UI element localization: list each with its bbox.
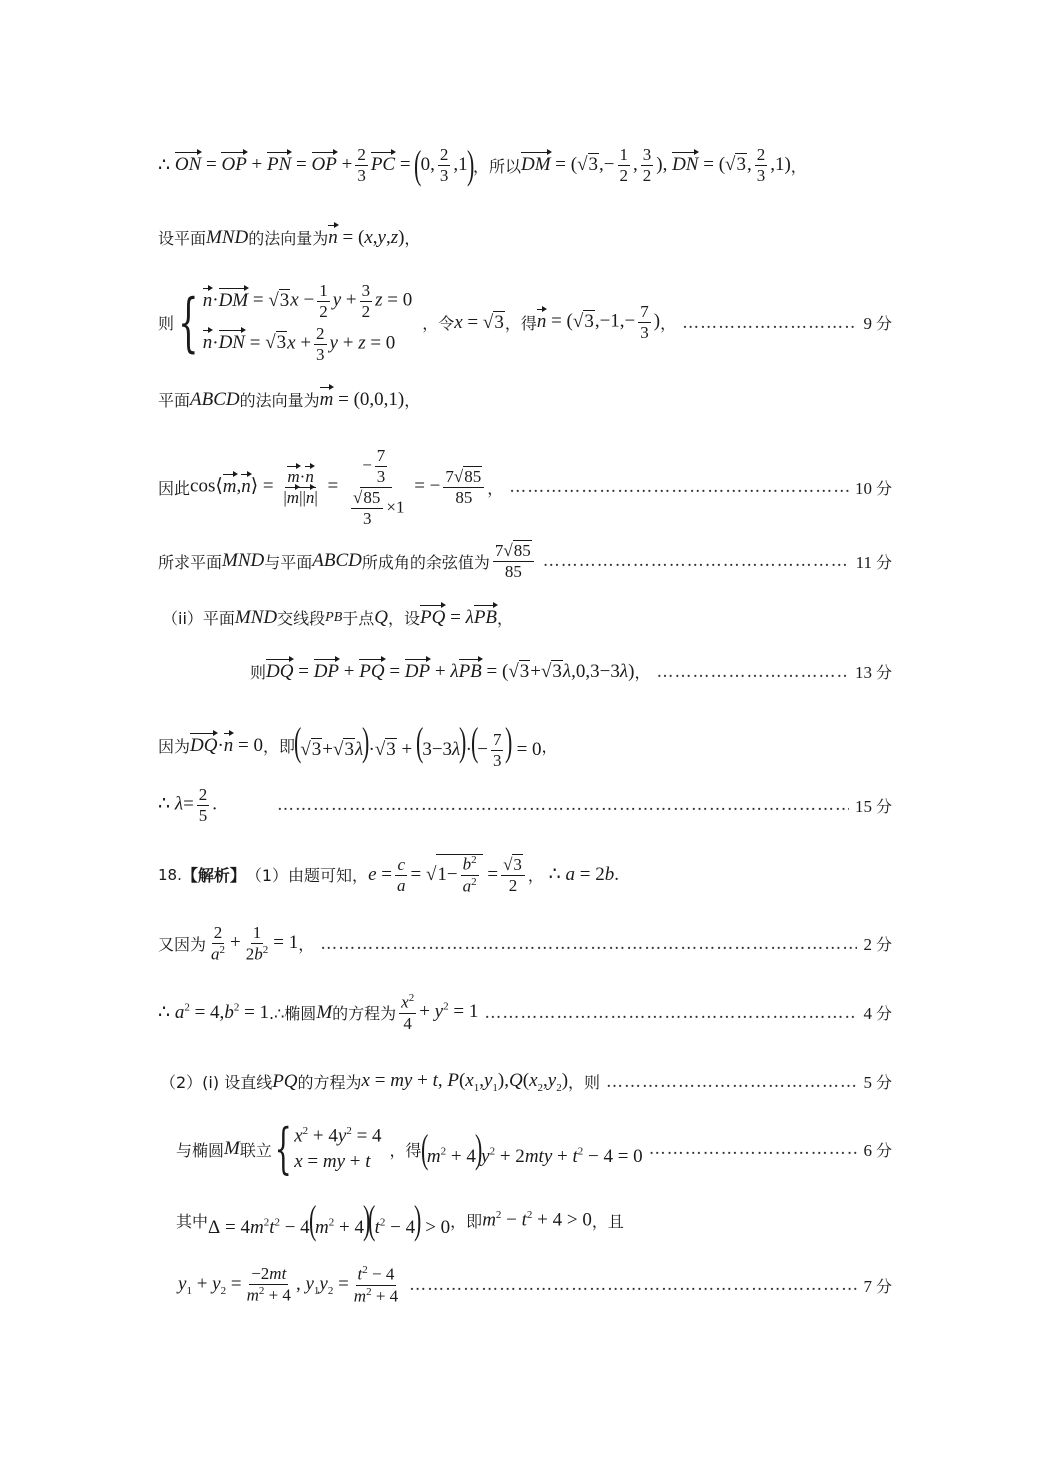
text: 交线段 bbox=[277, 609, 326, 628]
line-normal-abcd: 平面 ABCD 的法向量为 m = (0,0,1) ， bbox=[158, 388, 421, 410]
line-normal-mnd: 设平面 MND 的法向量为 n = (x,y,z) ， bbox=[158, 226, 421, 248]
line-condition: 又因为 $\frac{2}{a^2}$ + $\frac{1}{2b^2}$ = 1 ， …………………………………………………………………………………………………………………………………………… 2 分 bbox=[158, 924, 892, 963]
leader-dots bbox=[484, 1003, 857, 1023]
line-dq: 则 DQ = DP + PQ = DP + λPB = (√3+√3λ,0,3−3λ) ， …………………………………………………………………………………………………………………………………………… 13 分 bbox=[250, 660, 892, 683]
text: （1）由题可知， bbox=[245, 866, 369, 885]
line-cosine: 因此 cos⟨m,n⟩ = $\frac{m\cdot n}{|m||n|}$ = − $\frac{7}{3}$ $\frac{√85}{3}$ ×1 = − $\frac{7√85}{85}$ ， …………………………………………………………………………………………………………………………………………… 10 分 bbox=[158, 447, 892, 527]
score-label: 5 分 bbox=[863, 1073, 892, 1093]
text: ，即 bbox=[450, 1211, 483, 1231]
punct: ， bbox=[497, 609, 514, 628]
text: ，则 bbox=[568, 1073, 601, 1093]
punct: ， bbox=[634, 663, 651, 682]
analysis-tag: 【解析】 bbox=[181, 866, 246, 885]
line-discriminant: 其中 $\Delta = 4m^2t^2 - 4(m^2 + 4)(t^2 - 4) > 0$ ，即 $m^2 - t^2 + 4 > 0$ ，且 bbox=[176, 1197, 624, 1242]
score-label: 15 分 bbox=[854, 796, 892, 816]
text: 的法向量为 bbox=[248, 229, 329, 248]
text: ，得 bbox=[504, 314, 537, 334]
punct: ， bbox=[404, 229, 421, 248]
text: （ii）平面 bbox=[162, 609, 235, 628]
leader-dots bbox=[656, 662, 849, 682]
text: 其中 bbox=[176, 1211, 209, 1231]
score-label: 9 分 bbox=[863, 314, 892, 334]
text: 则 bbox=[158, 314, 175, 334]
leader-dots bbox=[543, 551, 850, 571]
text: 所成角的余弦值为 bbox=[361, 552, 490, 572]
line-lambda: ∴ λ= $\frac{2}{5}$ . …………………………………………………………………………………………………………………………………………… 15 分 bbox=[158, 786, 892, 825]
leader-dots bbox=[409, 1275, 857, 1295]
text: 的法向量为 bbox=[239, 391, 320, 410]
leader-dots bbox=[682, 313, 857, 333]
punct: ， bbox=[660, 314, 677, 334]
text: ，令 bbox=[422, 314, 455, 334]
score-label: 13 分 bbox=[854, 663, 892, 682]
text: ，得 bbox=[389, 1140, 422, 1160]
punct: ， bbox=[487, 478, 504, 498]
text: 则 bbox=[250, 663, 267, 682]
text: 与椭圆 bbox=[176, 1140, 225, 1160]
text-so: ，所以 bbox=[472, 156, 521, 176]
text: 又因为 bbox=[158, 935, 207, 955]
text: 因为 bbox=[158, 737, 191, 757]
score-label: 2 分 bbox=[863, 935, 892, 955]
plane-name: MND bbox=[206, 226, 249, 248]
punct: ， bbox=[404, 391, 421, 410]
score-label: 7 分 bbox=[863, 1276, 892, 1296]
plane-name: MND bbox=[234, 606, 278, 628]
therefore-symbol: ∴ bbox=[548, 864, 561, 885]
punct: . bbox=[212, 793, 218, 815]
leader-dots bbox=[320, 934, 857, 954]
question-number: 18. bbox=[158, 865, 182, 884]
text: ，设 bbox=[388, 609, 421, 628]
line-simultaneous: 与椭圆 M 联立 { $x^2 + 4y^2 = 4$ x = my + t ，得 $(m^2 + 4)y^2 + 2mty + t^2 - 4 = 0$ …………………………………………………………………………………………………………………………………………… 6 分 bbox=[176, 1122, 892, 1176]
line-vieta: $y_1 + y_2$ = $\frac{-2mt}{m^2 + 4}$ , $y_1y_2$ = $\frac{t^2 - 4}{m^2 + 4}$ …………………………………………………………………………………………………………………………………………… 7 分 bbox=[178, 1265, 892, 1305]
text: .∴椭圆 bbox=[269, 1004, 317, 1024]
point-name: Q bbox=[374, 606, 389, 628]
ellipse-name: M bbox=[316, 1001, 333, 1023]
leader-dots bbox=[649, 1139, 858, 1159]
score-label: 11 分 bbox=[855, 552, 892, 572]
punct: ， bbox=[298, 935, 315, 955]
text: ，且 bbox=[591, 1211, 624, 1231]
leader-dots bbox=[606, 1072, 857, 1092]
score-label: 4 分 bbox=[863, 1004, 892, 1024]
therefore-symbol: ∴ bbox=[158, 1002, 171, 1024]
text: ，即 bbox=[263, 737, 296, 757]
leader-dots bbox=[509, 477, 849, 497]
line-name: PQ bbox=[272, 1070, 298, 1092]
text: 与平面 bbox=[264, 552, 313, 572]
punct: ， bbox=[790, 156, 807, 176]
line-part-ii: （ii）平面 MND 交线段 PB 于点 Q ，设 PQ = λPB ， bbox=[162, 606, 514, 628]
therefore-symbol: ∴ bbox=[158, 154, 171, 176]
line-part-2i: （2）(i) 设直线 PQ 的方程为 x = my + t, $P(x_1,y_1),Q(x_2,y_2)$ ，则 …………………………………………………………………………………………………………………………………………… 5 分 bbox=[160, 1070, 892, 1094]
ellipse-name: M bbox=[224, 1138, 240, 1159]
text: 因此 bbox=[158, 478, 191, 498]
text: 联立 bbox=[239, 1140, 272, 1160]
text: 于点 bbox=[342, 609, 375, 628]
text: 设平面 bbox=[158, 229, 207, 248]
line-on-vector: ∴ ON = OP + PN = OP + $\frac{2}{3}$ PC = ( 0, $\frac{2}{3}$ ,1 ) ，所以 DM = ( √3 ,− $\frac{1}{2}$ , $\frac{3}{2}$ ), DN = ( √3 , $\frac{2}{3}$ ,1) ， bbox=[158, 142, 807, 187]
text: 所求平面 bbox=[158, 552, 223, 572]
text: 的方程为 bbox=[332, 1004, 397, 1024]
text: （2）(i) 设直线 bbox=[160, 1073, 273, 1093]
line-result-cosine: 所求平面 MND 与平面 ABCD 所成角的余弦值为 $\frac{7√85}{85}$ …………………………………………………………………………………………………………………………………………… 11 分 bbox=[158, 542, 892, 581]
score-label: 10 分 bbox=[854, 478, 892, 498]
plane-name: MND bbox=[222, 550, 265, 572]
plane-name: ABCD bbox=[312, 550, 362, 572]
score-label: 6 分 bbox=[863, 1140, 892, 1160]
plane-name: ABCD bbox=[190, 388, 240, 410]
punct: ， bbox=[527, 866, 544, 885]
line-q18: 18. 【解析】 （1）由题可知， e = $\frac{c}{a}$ = √1− $\frac{b^2}{a^2}$ = $\frac{√3}{2}$ ， ∴ a = 2b. bbox=[158, 854, 619, 896]
line-system: 则 { n·DM = √3x − $\frac{1}{2}$ y + $\frac{3}{2}$ z = 0 n·DN = √3x + $\frac{2}{3}$ y + z = 0 ，令 x = √3 ，得 n = (√3,−1,− $\frac{7}{3}$ ) ， …………………………………………………………………………………………………………………………………………… 9 分 bbox=[158, 282, 892, 363]
text: 平面 bbox=[158, 391, 191, 410]
line-ellipse: ∴ $a^2 = 4,b^2 = 1$ .∴椭圆 M 的方程为 $\frac{x^2}{4}$ + $y^2 = 1$ …………………………………………………………………………………………………………………………………………… 4 分 bbox=[158, 993, 892, 1032]
segment-name: PB bbox=[325, 609, 343, 625]
line-dot-product: 因为 DQ·n = 0 ，即 (√3+√3λ)·√3 + (3−3λ)·(− $\frac{7}{3}$ ) = 0 ， bbox=[158, 719, 558, 771]
therefore-symbol: ∴ bbox=[158, 793, 171, 815]
text: 的方程为 bbox=[297, 1073, 362, 1093]
punct: ， bbox=[541, 737, 558, 757]
leader-dots bbox=[277, 795, 849, 815]
